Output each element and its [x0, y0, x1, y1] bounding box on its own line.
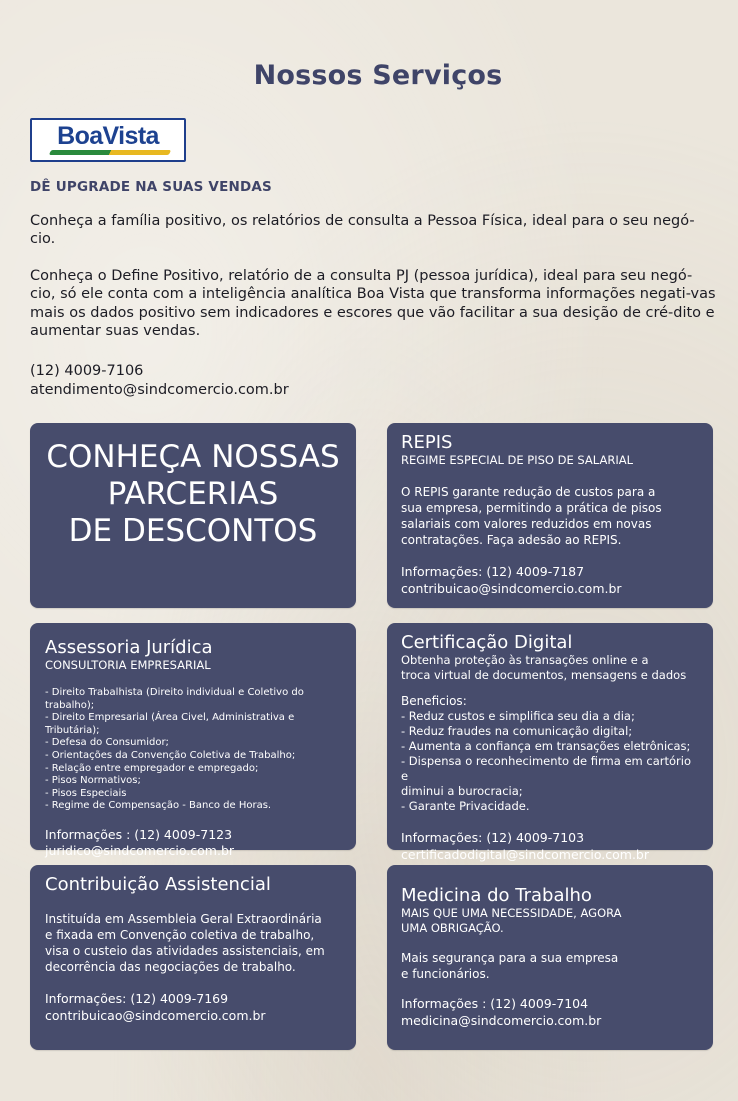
list-item: - Garante Privacidade.	[401, 799, 530, 813]
repis-title: REPIS	[401, 432, 453, 453]
main-email[interactable]: atendimento@sindcomercio.com.br	[30, 382, 289, 398]
legal-email[interactable]: juridico@sindcomercio.com.br	[45, 843, 235, 859]
digital-benefits-list	[401, 709, 699, 814]
card-digital-certification[interactable]	[387, 623, 713, 862]
card-legal-advisory[interactable]	[30, 623, 356, 859]
list-item: - Orientações da Convenção Coletiva de Trabalho;	[45, 749, 296, 761]
contribution-email[interactable]: contribuicao@sindcomercio.com.br	[45, 1007, 266, 1023]
logo-stripe	[49, 150, 171, 155]
list-item: - Pisos Especiais	[45, 787, 127, 799]
digital-title: Certificação Digital	[401, 632, 573, 653]
contribution-body-line: visa o custeio das atividades assistenciais, em	[45, 944, 325, 958]
intro-text	[30, 212, 716, 358]
repis-email[interactable]: contribuicao@sindcomercio.com.br	[401, 580, 622, 596]
list-item: - Relação entre empregador e empregado;	[45, 762, 259, 774]
card-repis[interactable]	[387, 423, 713, 608]
legal-services-list	[45, 687, 341, 813]
medicine-title: Medicina do Trabalho	[401, 885, 592, 906]
card-assistance-contribution[interactable]	[30, 865, 356, 1050]
medicine-subtitle-line: UMA OBRIGAÇÃO.	[401, 921, 504, 935]
repis-body-line: contratações. Faça adesão ao REPIS.	[401, 533, 622, 547]
medicine-subtitle	[401, 906, 699, 936]
repis-body-line: sua empresa, permitindo a prática de pisos	[401, 501, 662, 515]
logo-text: BoaVista	[57, 122, 159, 150]
card-partnerships[interactable]	[30, 423, 356, 608]
repis-body	[401, 484, 699, 548]
partnerships-line-1: CONHEÇA NOSSAS	[46, 439, 340, 475]
digital-subtitle-line: Obtenha proteção às transações online e a	[401, 653, 649, 667]
list-item: - Defesa do Consumidor;	[45, 737, 169, 749]
contribution-body	[45, 911, 341, 975]
contribution-body-line: decorrência das negociações de trabalho.	[45, 960, 296, 974]
main-contact	[30, 362, 289, 400]
list-item: - Dispensa o reconhecimento de firma em cartório e	[401, 754, 691, 783]
boavista-logo	[30, 118, 186, 162]
list-item: - Reduz custos e simplifica seu dia a dia;	[401, 709, 635, 723]
repis-body-line: salariais com valores reduzidos em novas	[401, 517, 652, 531]
contribution-phone: Informações: (12) 4009-7169	[45, 991, 229, 1006]
legal-phone: Informações : (12) 4009-7123	[45, 826, 233, 842]
repis-body-line: O REPIS garante redução de custos para a	[401, 485, 656, 499]
repis-subtitle: REGIME ESPECIAL DE PISO DE SALARIAL	[401, 453, 633, 467]
contribution-body-line: e fixada em Convenção coletiva de trabalho,	[45, 928, 315, 942]
legal-subtitle: CONSULTORIA EMPRESARIAL	[45, 658, 211, 672]
list-item: - Pisos Normativos;	[45, 775, 141, 787]
legal-title: Assessoria Jurídica	[45, 637, 213, 658]
list-item: - Direito Trabalhista (Direito individual e Coletivo do trabalho);	[45, 687, 304, 711]
medicine-body-line: Mais segurança para a sua empresa	[401, 951, 619, 965]
partnerships-line-2: PARCERIAS	[107, 476, 279, 512]
repis-phone: Informações: (12) 4009-7187	[401, 564, 585, 579]
digital-email[interactable]: certificadodigital@sindcomercio.com.br	[401, 846, 649, 862]
medicine-body	[401, 950, 699, 982]
partnerships-line-3: DE DESCONTOS	[68, 513, 318, 549]
digital-subtitle-line: troca virtual de documentos, mensagens e dados	[401, 668, 687, 682]
intro-paragraph-2: Conheça o Define Positivo, relatório de a consulta PJ (pessoa jurídica), ideal para seu negó-cio, só ele conta com a inteligência analítica Boa Vista que transforma informações negati-vas mais os dados positivo sem indicadores e escores que vão facilitar a sua desição de cré-dito e aumentar suas vendas.	[30, 267, 716, 340]
upgrade-heading: DÊ UPGRADE NA SUAS VENDAS	[30, 179, 272, 195]
medicine-email[interactable]: medicina@sindcomercio.com.br	[401, 1012, 602, 1028]
list-item: - Regime de Compensação - Banco de Horas.	[45, 800, 272, 812]
digital-phone: Informações: (12) 4009-7103	[401, 830, 585, 845]
page-title: Nossos Serviços	[253, 60, 503, 91]
medicine-phone: Informações : (12) 4009-7104	[401, 996, 589, 1011]
intro-paragraph-1: Conheça a família positivo, os relatórios de consulta a Pessoa Física, ideal para o seu negó-cio.	[30, 213, 695, 248]
list-item: - Direito Empresarial (Área Civel, Administrativa e Tributária);	[45, 712, 295, 736]
medicine-body-line: e funcionários.	[401, 967, 490, 981]
contribution-title: Contribuição Assistencial	[45, 874, 271, 895]
medicine-subtitle-line: MAIS QUE UMA NECESSIDADE, AGORA	[401, 906, 622, 920]
list-item: - Aumenta a confiança em transações eletrônicas;	[401, 739, 691, 753]
main-phone: (12) 4009-7106	[30, 363, 144, 379]
card-occupational-medicine[interactable]	[387, 865, 713, 1050]
contribution-body-line: Instituída em Assembleia Geral Extraordinária	[45, 912, 322, 926]
list-item: diminui a burocracia;	[401, 784, 523, 798]
digital-subtitle	[401, 653, 699, 683]
list-item: - Reduz fraudes na comunicação digital;	[401, 724, 633, 738]
benefits-label: Beneficios:	[401, 694, 467, 708]
